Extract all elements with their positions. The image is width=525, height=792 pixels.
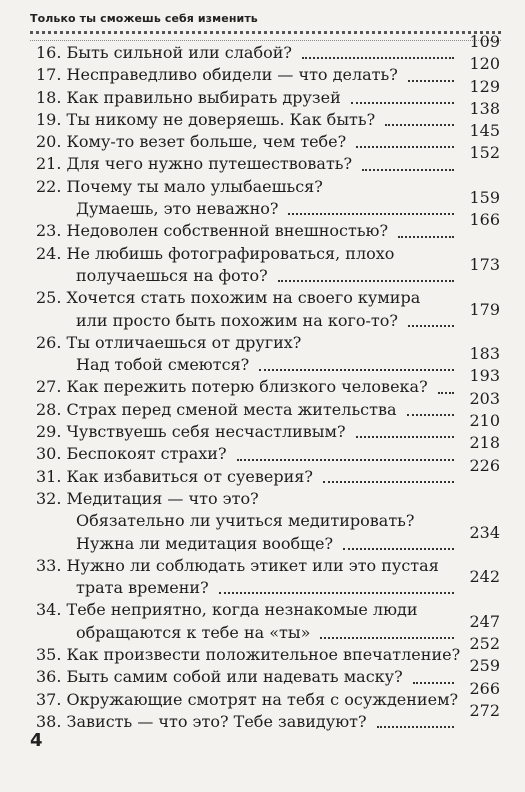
toc-page-number: 109 — [469, 32, 500, 51]
toc-entry-title: 22. Почему ты мало улыбаешься? — [36, 176, 323, 196]
toc-page-number: 272 — [469, 700, 500, 720]
toc-entry-title: трата времени? — [76, 578, 209, 598]
toc-entry-title: 16. Быть сильной или слабой? — [36, 43, 292, 62]
toc-entry — [36, 555, 500, 600]
toc-entry-title: 21. Для чего нужно путешествовать? — [36, 154, 353, 174]
toc-page-number: 259 — [469, 656, 500, 676]
toc-entry-line — [36, 555, 500, 577]
toc-page-number: 166 — [469, 210, 500, 230]
toc-page-number: 266 — [469, 678, 500, 698]
toc-entry-title: 26. Ты отличаешься от других? — [36, 332, 302, 352]
toc-page-number: 247 — [469, 611, 500, 631]
toc-entry — [36, 243, 500, 288]
toc-page-number: 120 — [469, 54, 500, 74]
toc-entry-title: 27. Как пережить потерю близкого человека? — [36, 377, 428, 397]
toc-entry — [36, 366, 500, 398]
toc-entry — [36, 656, 500, 688]
toc-entry — [36, 634, 500, 666]
toc-entry-last-line — [36, 188, 500, 220]
toc-entry-last-line — [36, 700, 500, 733]
toc-entry-last-line — [36, 254, 500, 287]
toc-entry-last-line — [36, 567, 500, 599]
toc-entry-last-line — [36, 98, 500, 131]
toc-entry — [36, 32, 500, 64]
toc-page-number: 145 — [469, 121, 500, 141]
page-number: 4 — [30, 730, 43, 751]
toc-entry — [36, 332, 500, 377]
toc-entry-last-line — [36, 634, 500, 666]
dot-leader — [278, 280, 454, 282]
dot-leader — [351, 102, 454, 104]
toc-entry-line — [36, 488, 500, 510]
toc-entry-title: обращаются к тебе на «ты» — [76, 622, 311, 642]
toc-page-number: 179 — [469, 299, 500, 319]
toc-entry-title: 35. Как произвести положительное впечатление? — [36, 645, 461, 665]
toc-page-number: 252 — [469, 634, 500, 654]
toc-entry-line — [36, 176, 500, 198]
dot-leader — [288, 213, 454, 215]
toc-entry — [36, 599, 500, 644]
toc-entry-last-line — [36, 121, 500, 153]
toc-entry-title: 25. Хочется стать похожим на своего кумира — [36, 288, 421, 308]
toc-entry-title: 33. Нужно ли соблюдать этикет или это пустая — [36, 555, 439, 575]
toc-page-number: 138 — [469, 98, 500, 118]
toc-entry-last-line — [36, 210, 500, 242]
toc-entry-line — [36, 332, 500, 354]
toc-entry-title: 36. Быть самим собой или надевать маску? — [36, 667, 403, 687]
dot-leader — [259, 369, 454, 371]
toc-entry-last-line — [36, 299, 500, 332]
toc-entry-title: 29. Чувствуешь себя несчастливым? — [36, 422, 346, 442]
toc-entry-title: 18. Как правильно выбирать друзей — [36, 87, 341, 107]
toc-entry-last-line — [36, 344, 500, 376]
toc-entry-title: Над тобой смеются? — [76, 355, 250, 375]
dot-leader — [323, 481, 454, 483]
toc-entry-last-line — [36, 433, 500, 465]
toc-entry-title: Нужна ли медитация вообще? — [76, 533, 334, 553]
dot-leader — [377, 726, 454, 728]
toc-entry-last-line — [36, 32, 500, 64]
dot-leader — [408, 80, 454, 82]
toc-page-number: 218 — [469, 433, 500, 453]
toc-entry-last-line — [36, 678, 500, 711]
toc-entry — [36, 176, 500, 221]
toc-entry-last-line — [36, 54, 500, 86]
toc-entry-line — [36, 243, 500, 265]
toc-entry-title: 30. Беспокоят страхи? — [36, 444, 227, 464]
dot-leader — [302, 57, 454, 59]
toc-entry-title: 24. Не любишь фотографироваться, плохо — [36, 243, 395, 263]
toc-page-number: 234 — [469, 522, 500, 542]
toc-entry-title: 38. Зависть — что это? Тебе завидуют? — [36, 711, 367, 731]
toc-page-number: 173 — [469, 254, 500, 274]
toc-page-number: 210 — [469, 411, 500, 431]
toc-entry-line — [36, 599, 500, 621]
running-header: Только ты сможешь себя изменить — [30, 12, 258, 25]
toc-entry-title: 32. Медитация — что это? — [36, 488, 259, 508]
toc-entry — [36, 388, 500, 421]
toc-entry — [36, 678, 500, 711]
toc-entry-line — [36, 287, 500, 309]
toc-entry-last-line — [36, 455, 500, 488]
toc-entry-title: Думаешь, это неважно? — [76, 199, 279, 219]
toc-entry-last-line — [36, 366, 500, 398]
dot-leader — [362, 169, 454, 171]
toc-entry — [36, 143, 500, 175]
toc-page-number: 183 — [469, 344, 500, 364]
dot-leader — [385, 124, 454, 126]
toc-entry-last-line — [36, 411, 500, 443]
toc-entry-last-line — [36, 76, 500, 109]
toc-entry-last-line — [36, 656, 500, 688]
toc-entry — [36, 287, 500, 332]
toc-entry-title: 17. Несправедливо обидели — что делать? — [36, 65, 398, 85]
dot-leader — [407, 414, 454, 416]
toc-entry — [36, 76, 500, 109]
dot-leader — [408, 325, 454, 327]
toc-entry-title: 23. Недоволен собственной внешностью? — [36, 221, 389, 241]
dot-leader — [237, 459, 454, 461]
toc-entry — [36, 455, 500, 488]
toc-page-number: 242 — [469, 567, 500, 587]
dot-leader — [413, 682, 454, 684]
toc-entry-title: 19. Ты никому не доверяешь. Как быть? — [36, 109, 376, 129]
toc-entry — [36, 433, 500, 465]
toc-page-number: 193 — [469, 366, 500, 386]
toc-entry-title: 28. Страх перед сменой места жительства — [36, 399, 397, 419]
dot-leader — [356, 146, 454, 148]
dot-leader — [219, 592, 454, 594]
toc-entry-title: 34. Тебе неприятно, когда незнакомые люди — [36, 600, 418, 620]
toc-page-number: 226 — [469, 455, 500, 475]
toc-entry-last-line — [36, 611, 500, 644]
toc-entry — [36, 54, 500, 86]
toc-page-number: 129 — [469, 76, 500, 96]
toc-entry-last-line — [36, 388, 500, 421]
dot-leader — [356, 436, 454, 438]
toc-entry-title: или просто быть похожим на кого-то? — [76, 310, 398, 330]
toc-entry-title: получаешься на фото? — [76, 265, 268, 285]
toc-entry — [36, 700, 500, 733]
toc-page-number: 203 — [469, 388, 500, 408]
dot-leader — [343, 548, 454, 550]
toc-entry — [36, 411, 500, 443]
toc-entry — [36, 488, 500, 555]
toc-page-number: 159 — [469, 188, 500, 208]
toc-entry — [36, 121, 500, 153]
toc-entry-last-line — [36, 143, 500, 175]
toc-page-number: 152 — [469, 143, 500, 163]
table-of-contents — [36, 32, 500, 733]
toc-entry-title: 31. Как избавиться от суеверия? — [36, 466, 313, 486]
header-dotted-rule — [30, 31, 501, 41]
toc-entry-title: Обязательно ли учиться медитировать? — [76, 511, 415, 531]
toc-entry-title: 20. Кому-то везет больше, чем тебе? — [36, 132, 347, 152]
dot-leader — [438, 392, 454, 394]
dot-leader — [398, 236, 454, 238]
toc-entry — [36, 210, 500, 242]
toc-entry-title: 37. Окружающие смотрят на тебя с осуждением? — [36, 689, 459, 709]
dot-leader — [320, 637, 454, 639]
toc-entry — [36, 98, 500, 131]
toc-entry-line — [36, 510, 500, 532]
toc-entry-last-line — [36, 522, 500, 555]
